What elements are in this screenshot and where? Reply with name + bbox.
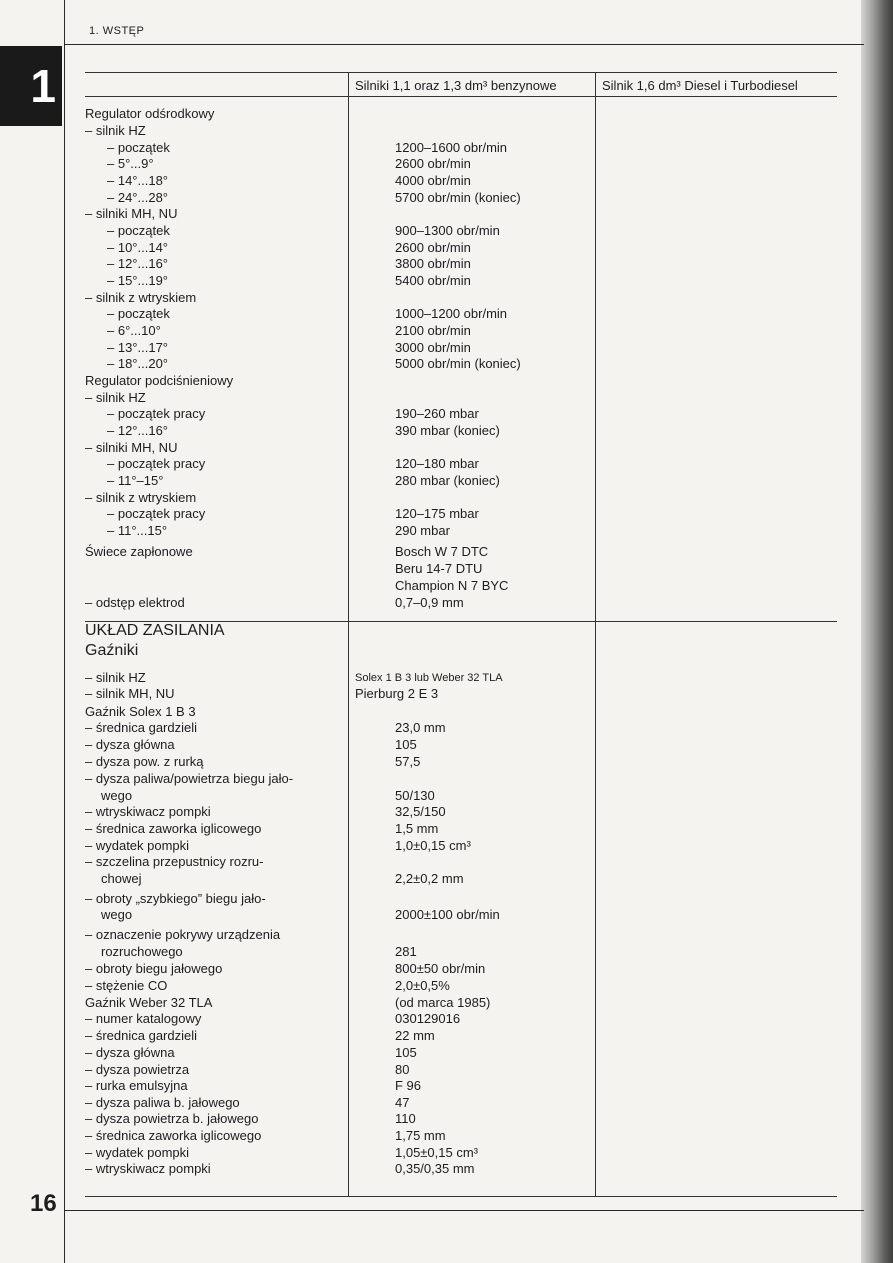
row-label: – 6°...10°: [107, 323, 161, 338]
row-label: Gaźniki: [85, 642, 139, 659]
row-label: – 15°...19°: [107, 273, 168, 288]
row-value: 1,0±0,15 cm³: [395, 838, 471, 853]
row-value: 2600 obr/min: [395, 240, 471, 255]
row-label: wego: [101, 907, 133, 922]
row-label: – silnik HZ: [85, 123, 146, 138]
row-label: – silnik MH, NU: [85, 686, 175, 701]
row-label: – 12°...16°: [107, 256, 168, 271]
row-label: – wtryskiwacz pompki: [85, 1161, 211, 1176]
row-value: Pierburg 2 E 3: [355, 686, 439, 701]
row-value: 105: [395, 1045, 417, 1060]
table-bottom-rule: [85, 1196, 837, 1197]
row-value: Bosch W 7 DTC: [395, 544, 489, 559]
row-value: 0,35/0,35 mm: [395, 1161, 475, 1176]
row-value: 80: [395, 1062, 410, 1077]
book-spine-shadow: [861, 0, 893, 1263]
row-label: – obroty biegu jałowego: [85, 961, 223, 976]
row-label: – średnica gardzieli: [85, 1028, 198, 1043]
row-value: 2,2±0,2 mm: [395, 871, 464, 886]
table-top-rule: [85, 72, 837, 73]
row-value: 2,0±0,5%: [395, 978, 450, 993]
row-label: chowej: [101, 871, 142, 886]
row-value: 030129016: [395, 1011, 461, 1026]
margin-rule: [64, 0, 65, 1263]
row-label: – wtryskiwacz pompki: [85, 804, 211, 819]
row-label: – początek: [107, 223, 170, 238]
row-value: 50/130: [395, 788, 435, 803]
row-label: Gaźnik Weber 32 TLA: [85, 995, 213, 1010]
row-label: – dysza paliwa b. jałowego: [85, 1095, 240, 1110]
row-label: – odstęp elektrod: [85, 595, 185, 610]
row-label: – 5°...9°: [107, 156, 154, 171]
row-value: 120–175 mbar: [395, 506, 479, 521]
page-number: 16: [30, 1190, 57, 1217]
row-label: – 11°–15°: [107, 473, 164, 488]
row-value: 800±50 obr/min: [395, 961, 486, 976]
row-value: 57,5: [395, 754, 421, 769]
row-label: – 12°...16°: [107, 423, 168, 438]
column-divider: [595, 72, 596, 1196]
row-value: 23,0 mm: [395, 720, 446, 735]
row-label: – stężenie CO: [85, 978, 168, 993]
row-value: Solex 1 B 3 lub Weber 32 TLA: [355, 672, 503, 684]
row-value: (od marca 1985): [395, 995, 491, 1010]
row-value: 0,7–0,9 mm: [395, 595, 464, 610]
row-label: – średnica zaworka iglicowego: [85, 1128, 262, 1143]
row-value: 22 mm: [395, 1028, 435, 1043]
row-label: – dysza główna: [85, 1045, 175, 1060]
row-label: Regulator podciśnieniowy: [85, 373, 234, 388]
row-value: F 96: [395, 1078, 422, 1093]
row-label: – silnik HZ: [85, 390, 146, 405]
row-value: 2000±100 obr/min: [395, 907, 500, 922]
row-value: 105: [395, 737, 417, 752]
row-value: 4000 obr/min: [395, 173, 471, 188]
row-label: – dysza powietrza: [85, 1062, 190, 1077]
row-value: 2600 obr/min: [395, 156, 471, 171]
row-label: wego: [101, 788, 133, 803]
row-label: – średnica zaworka iglicowego: [85, 821, 262, 836]
chapter-tab: 1: [0, 46, 62, 126]
row-label: – 14°...18°: [107, 173, 168, 188]
row-label: – dysza powietrza b. jałowego: [85, 1111, 259, 1126]
row-label: – dysza pow. z rurką: [85, 754, 204, 769]
row-value: 1000–1200 obr/min: [395, 306, 508, 321]
row-label: Regulator odśrodkowy: [85, 106, 215, 121]
row-label: – silnik z wtryskiem: [85, 290, 197, 305]
row-value: 120–180 mbar: [395, 456, 479, 471]
row-label: – 18°...20°: [107, 356, 168, 371]
row-label: – początek pracy: [107, 506, 206, 521]
header-rule: [64, 44, 864, 45]
row-label: – 13°...17°: [107, 340, 168, 355]
row-label: – dysza paliwa/powietrza biegu jało-: [85, 771, 294, 786]
row-label: Gaźnik Solex 1 B 3: [85, 704, 196, 719]
column-header-diesel: Silnik 1,6 dm³ Diesel i Turbodiesel: [602, 78, 798, 93]
row-label: – silnik z wtryskiem: [85, 490, 197, 505]
row-label: – 10°...14°: [107, 240, 168, 255]
row-value: 32,5/150: [395, 804, 446, 819]
row-value: 3800 obr/min: [395, 256, 471, 271]
row-label: – obroty „szybkiego” biegu jało-: [85, 891, 266, 906]
row-label: – średnica gardzieli: [85, 720, 198, 735]
row-label: – szczelina przepustnicy rozru-: [85, 854, 264, 869]
spec-table: [85, 72, 863, 1196]
row-value: 280 mbar (koniec): [395, 473, 500, 488]
row-value: 5000 obr/min (koniec): [395, 356, 521, 371]
table-header-rule: [85, 96, 837, 97]
row-value: 5400 obr/min: [395, 273, 471, 288]
row-value: 1,05±0,15 cm³: [395, 1145, 479, 1160]
column-divider: [348, 72, 349, 1196]
row-value: Champion N 7 BYC: [395, 578, 509, 593]
row-value: 5700 obr/min (koniec): [395, 190, 521, 205]
row-value: 47: [395, 1095, 410, 1110]
row-label: – wydatek pompki: [85, 1145, 190, 1160]
row-value: 290 mbar: [395, 523, 450, 538]
row-value: 190–260 mbar: [395, 406, 479, 421]
column-header-petrol: Silniki 1,1 oraz 1,3 dm³ benzynowe: [355, 78, 557, 93]
row-label: UKŁAD ZASILANIA: [85, 622, 225, 639]
row-label: – oznaczenie pokrywy urządzenia: [85, 927, 281, 942]
row-value: 110: [395, 1111, 416, 1126]
row-value: 281: [395, 944, 417, 959]
row-label: – początek pracy: [107, 406, 206, 421]
row-value: 2100 obr/min: [395, 323, 471, 338]
row-label: – 24°...28°: [107, 190, 168, 205]
row-value: 3000 obr/min: [395, 340, 471, 355]
row-label: – silniki MH, NU: [85, 440, 178, 455]
row-value: 1,75 mm: [395, 1128, 446, 1143]
running-head: 1. WSTĘP: [89, 25, 145, 37]
row-label: – numer katalogowy: [85, 1011, 202, 1026]
row-label: – silniki MH, NU: [85, 206, 178, 221]
row-label: Świece zapłonowe: [85, 544, 193, 559]
row-label: – początek: [107, 306, 170, 321]
row-value: 390 mbar (koniec): [395, 423, 500, 438]
row-label: rozruchowego: [101, 944, 183, 959]
row-value: 1,5 mm: [395, 821, 439, 836]
row-value: Beru 14-7 DTU: [395, 561, 483, 576]
row-label: – 11°...15°: [107, 523, 168, 538]
footer-rule: [64, 1210, 864, 1211]
row-value: 1200–1600 obr/min: [395, 140, 508, 155]
row-label: – silnik HZ: [85, 670, 146, 685]
row-label: – początek pracy: [107, 456, 206, 471]
row-label: – dysza główna: [85, 737, 175, 752]
row-value: 900–1300 obr/min: [395, 223, 500, 238]
row-label: – początek: [107, 140, 170, 155]
row-label: – wydatek pompki: [85, 838, 190, 853]
row-label: – rurka emulsyjna: [85, 1078, 188, 1093]
